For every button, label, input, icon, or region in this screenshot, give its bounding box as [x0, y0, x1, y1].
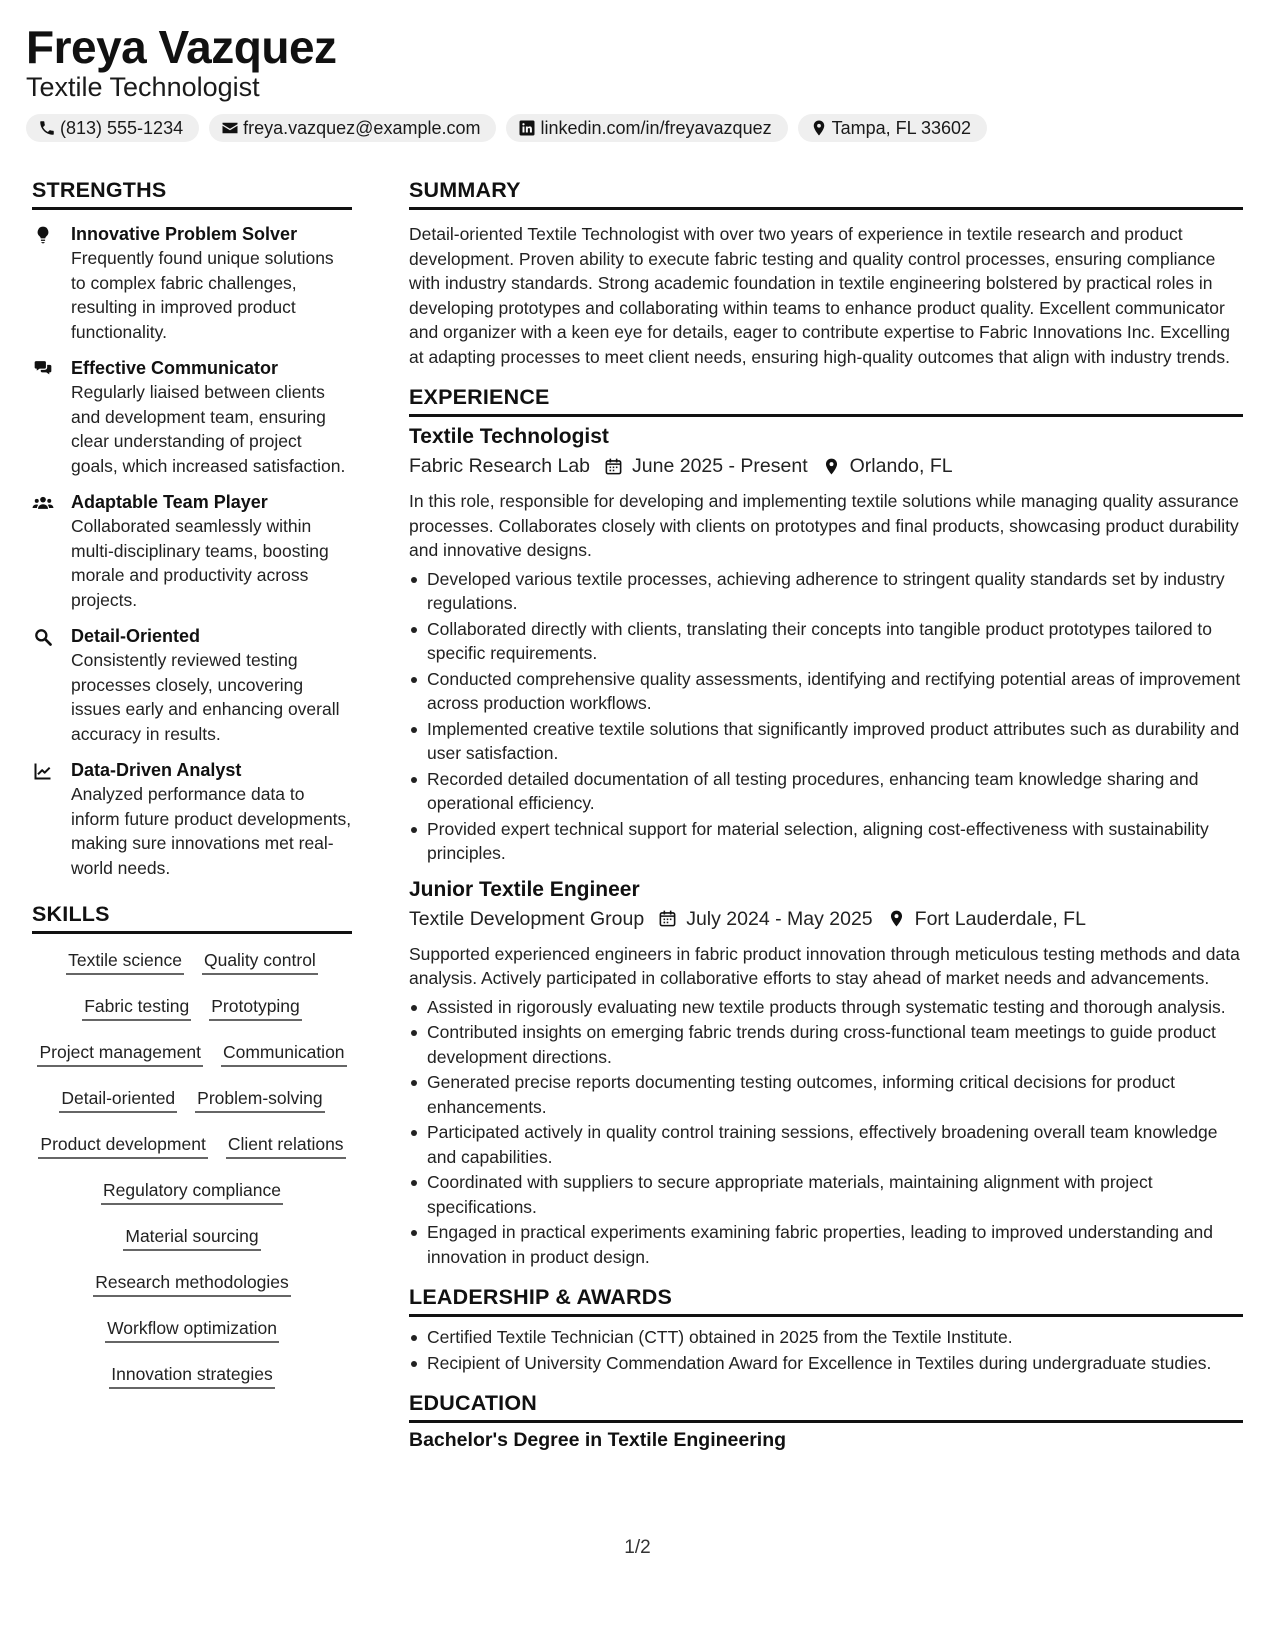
skills-heading: SKILLS: [32, 902, 352, 934]
page-number: 1/2: [624, 1537, 651, 1558]
job-bullets: [409, 567, 1243, 866]
strength-desc: Collaborated seamlessly within multi-disciplinary teams, boosting morale and productivity across projects.: [71, 516, 329, 610]
experience-heading: EXPERIENCE: [409, 385, 1243, 417]
leadership-list: [409, 1325, 1243, 1375]
skill-tag: Client relations: [226, 1132, 346, 1159]
location-icon: [822, 457, 841, 476]
contact-email[interactable]: [209, 114, 496, 142]
job-dates: July 2024 - May 2025: [686, 907, 873, 930]
job-bullets: [409, 995, 1243, 1270]
job-company: Textile Development Group: [409, 907, 645, 930]
search-icon: [32, 627, 54, 647]
strength-item: [32, 490, 352, 612]
skill-tag: Quality control: [202, 948, 318, 975]
contact-bar: [26, 114, 987, 142]
leadership-heading: LEADERSHIP & AWARDS: [409, 1285, 1243, 1317]
candidate-role: Textile Technologist: [26, 72, 260, 102]
candidate-name: Freya Vazquez: [26, 21, 337, 73]
job-bullet: Developed various textile processes, achieving adherence to stringent quality standards set by industry regulations.: [427, 567, 1243, 616]
award-item: Certified Textile Technician (CTT) obtained in 2025 from the Textile Institute.: [427, 1325, 1243, 1350]
strength-title: Innovative Problem Solver: [71, 224, 298, 244]
strength-item: [32, 222, 352, 344]
summary-heading: SUMMARY: [409, 178, 1243, 210]
envelope-icon: [221, 119, 239, 137]
job-dates: June 2025 - Present: [632, 455, 808, 477]
job-bullet: Generated precise reports documenting testing outcomes, informing critical decisions for product enhancements.: [427, 1070, 1243, 1119]
strength-desc: Analyzed performance data to inform future product developments, making sure innovations met real-world needs.: [71, 784, 352, 878]
linkedin-icon: [518, 119, 536, 137]
job-title: Junior Textile Engineer: [409, 877, 640, 901]
strength-title: Effective Communicator: [71, 358, 279, 378]
skill-tag: Detail-oriented: [59, 1086, 177, 1113]
calendar-icon: [604, 457, 623, 476]
skills-list: [32, 948, 352, 1408]
strength-item: [32, 356, 352, 478]
job-bullet: Participated actively in quality control training sessions, effectively broadening overall team knowledge and capabilities.: [427, 1120, 1243, 1169]
right-column: [409, 178, 1243, 1452]
job-bullet: Recorded detailed documentation of all testing procedures, enhancing team knowledge sharing and operational efficiency.: [427, 767, 1243, 816]
skill-tag: Project management: [37, 1040, 202, 1067]
lightbulb-icon: [32, 225, 54, 245]
job-bullet: Coordinated with suppliers to secure appropriate materials, maintaining alignment with project specifications.: [427, 1170, 1243, 1219]
contact-location: [798, 114, 987, 142]
skill-tag: Communication: [221, 1040, 347, 1067]
job-meta: [409, 904, 1243, 934]
job-bullet: Collaborated directly with clients, translating their concepts into tangible product prototypes tailored to specific requirements.: [427, 617, 1243, 666]
summary-text: Detail-oriented Textile Technologist with over two years of experience in textile research and product development. Proven ability to execute fabric testing and quality control processes, ensuring compliance with industry standards. Strong academic foundation in textile engineering bolstered by practical roles in developing prototypes and collaborating within teams to enhance product quality. Excellent communicator and organizer with a keen eye for details, eager to contribute expertise to Fabric Innovations Inc. Excelling at adapting processes to meet client needs, ensuring high-quality outcomes that align with industry trends.: [409, 224, 1231, 367]
strength-title: Data-Driven Analyst: [71, 760, 242, 780]
contact-linkedin[interactable]: [506, 114, 787, 142]
job-bullet: Implemented creative textile solutions that significantly improved product attributes such as durability and user satisfaction.: [427, 717, 1243, 766]
strength-title: Detail-Oriented: [71, 626, 201, 646]
users-icon: [32, 493, 54, 513]
skill-tag: Regulatory compliance: [101, 1178, 283, 1205]
job-bullet: Assisted in rigorously evaluating new textile products through systematic testing and thorough analysis.: [427, 995, 1243, 1020]
skill-tag: Research methodologies: [93, 1270, 291, 1297]
strength-title: Adaptable Team Player: [71, 492, 268, 512]
strength-desc: Consistently reviewed testing processes closely, uncovering issues early and enhancing overall accuracy in results.: [71, 650, 340, 744]
contact-phone[interactable]: [26, 114, 199, 142]
job-bullet: Provided expert technical support for material selection, aligning cost-effectiveness with sustainability principles.: [427, 817, 1243, 866]
job-summary: Supported experienced engineers in fabric product innovation through meticulous testing methods and data analysis. Actively participated in collaborative efforts to stay ahead of market needs and advancements.: [409, 943, 1240, 988]
job-location: Fort Lauderdale, FL: [914, 907, 1086, 930]
skill-tag: Material sourcing: [123, 1224, 260, 1251]
job-bullet: Conducted comprehensive quality assessments, identifying and rectifying potential areas of improvement across production workflows.: [427, 667, 1243, 716]
skill-tag: Product development: [38, 1132, 207, 1159]
education-heading: EDUCATION: [409, 1391, 1243, 1423]
skill-tag: Fabric testing: [82, 994, 191, 1021]
job-entry: [409, 876, 1243, 1270]
job-meta: [409, 451, 1243, 481]
job-summary: In this role, responsible for developing and implementing textile solutions while managing quality assurance processes. Collaborates closely with clients on prototypes and final products, showcasing product durability and innovative designs.: [409, 491, 1239, 560]
skill-tag: Prototyping: [209, 994, 302, 1021]
strength-item: [32, 624, 352, 746]
job-location: Orlando, FL: [849, 455, 953, 477]
contact-phone-text: (813) 555-1234: [60, 117, 184, 138]
chart-line-icon: [32, 761, 54, 781]
skill-tag: Problem-solving: [195, 1086, 324, 1113]
location-icon: [887, 909, 906, 928]
phone-icon: [38, 119, 56, 137]
contact-location-text: Tampa, FL 33602: [831, 117, 972, 138]
calendar-icon: [658, 909, 677, 928]
skill-tag: Innovation strategies: [109, 1362, 275, 1389]
skill-tag: Textile science: [66, 948, 184, 975]
location-icon: [810, 119, 828, 137]
job-company: Fabric Research Lab: [409, 455, 591, 477]
job-bullet: Contributed insights on emerging fabric trends during cross-functional team meetings to guide product development directions.: [427, 1020, 1243, 1069]
education-degree: Bachelor's Degree in Textile Engineering: [409, 1429, 787, 1451]
strengths-heading: STRENGTHS: [32, 178, 352, 210]
strength-desc: Frequently found unique solutions to complex fabric challenges, resulting in improved product functionality.: [71, 248, 334, 342]
strength-desc: Regularly liaised between clients and development team, ensuring clear understanding of project goals, which increased satisfaction.: [71, 382, 346, 476]
strength-item: [32, 758, 352, 880]
contact-linkedin-text: linkedin.com/in/freyavazquez: [540, 117, 772, 138]
left-column: [32, 178, 352, 1408]
job-bullet: Engaged in practical experiments examining fabric properties, leading to improved understanding and innovation in product design.: [427, 1220, 1243, 1269]
contact-email-text: freya.vazquez@example.com: [243, 117, 481, 138]
award-item: Recipient of University Commendation Award for Excellence in Textiles during undergraduate studies.: [427, 1351, 1243, 1376]
job-title: Textile Technologist: [409, 425, 609, 448]
comments-icon: [32, 359, 54, 379]
job-entry: [409, 423, 1243, 866]
skill-tag: Workflow optimization: [105, 1316, 279, 1343]
